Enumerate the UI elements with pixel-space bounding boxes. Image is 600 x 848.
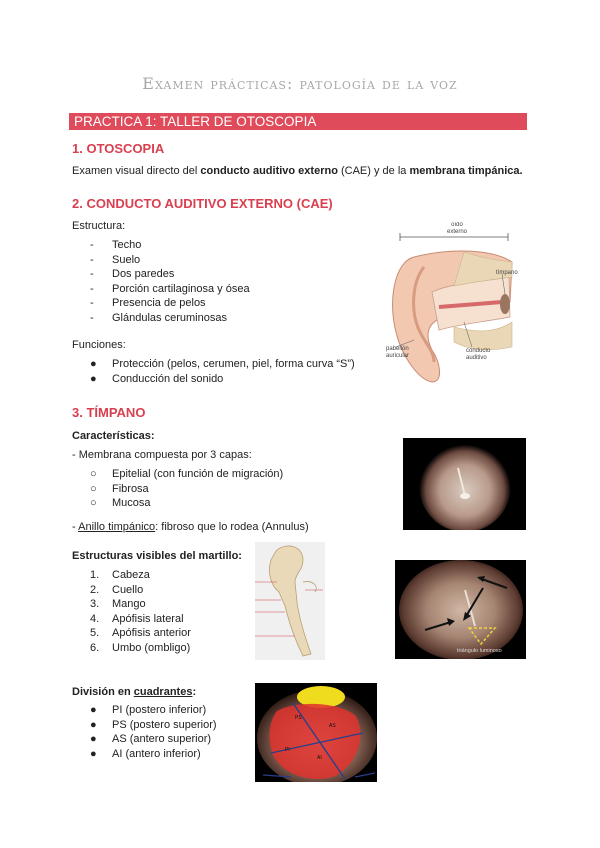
list-item: - Glándulas ceruminosas bbox=[90, 311, 227, 324]
list-item: ○ Mucosa bbox=[90, 497, 151, 510]
section-2-heading: 2. CONDUCTO AUDITIVO EXTERNO (CAE) bbox=[72, 196, 333, 211]
list-item: - Techo bbox=[90, 239, 142, 251]
list-item: ● AI (antero inferior) bbox=[90, 747, 201, 760]
ear-label-bottom-left: pabellón auricular bbox=[386, 346, 410, 359]
list-item: ● Conducción del sonido bbox=[90, 372, 224, 385]
ear-label-top: oído externo bbox=[446, 222, 467, 235]
division-prefix: División en bbox=[72, 686, 134, 698]
funciones-label: Funciones: bbox=[72, 339, 126, 351]
martillo-list bbox=[90, 568, 191, 656]
list-item: ● PI (postero inferior) bbox=[90, 704, 207, 716]
division-label bbox=[72, 685, 196, 699]
capas-list bbox=[90, 467, 283, 511]
martillo-label: Estructuras visibles del martillo: bbox=[72, 550, 242, 562]
anillo-term: Anillo timpánico bbox=[78, 521, 156, 533]
otoscope-caption: triángulo luminoso bbox=[457, 648, 502, 654]
funciones-list bbox=[90, 357, 355, 386]
list-item: 4. Apófisis lateral bbox=[90, 612, 184, 625]
ear-label-right: tímpano bbox=[496, 270, 518, 276]
list-item: - Porción cartilaginosa y ósea bbox=[90, 282, 250, 295]
list-item: ● PS (postero superior) bbox=[90, 718, 217, 731]
list-item: 1. Cabeza bbox=[90, 569, 150, 581]
division-term: cuadrantes bbox=[133, 686, 193, 698]
ear-label-bottom-right: conducto auditivo bbox=[466, 348, 491, 361]
list-item: 2. Cuello bbox=[90, 583, 144, 596]
quadrant-diagram bbox=[255, 683, 377, 782]
list-item: 5. Apófisis anterior bbox=[90, 627, 191, 640]
division-suffix: : bbox=[192, 686, 197, 698]
list-item: 3. Mango bbox=[90, 598, 146, 611]
anillo-prefix: - bbox=[72, 521, 79, 533]
estructura-label: Estructura: bbox=[72, 220, 126, 232]
definition-text-2: (CAE) y de la bbox=[337, 165, 410, 177]
quadrant-label-pi: PI bbox=[285, 747, 290, 753]
list-item: ● AS (antero superior) bbox=[90, 733, 212, 746]
membrana-line: - Membrana compuesta por 3 capas: bbox=[72, 449, 252, 461]
caracteristicas-label: Características: bbox=[72, 430, 155, 442]
section-1-heading: 1. OTOSCOPIA bbox=[72, 141, 165, 156]
practice-banner: PRACTICA 1: TALLER DE OTOSCOPIA bbox=[69, 113, 527, 130]
anillo-suffix: : fibroso que lo rodea (Annulus) bbox=[155, 521, 309, 533]
quadrant-label-ps: PS bbox=[295, 715, 302, 721]
list-item: - Presencia de pelos bbox=[90, 297, 206, 310]
ear-anatomy-illustration bbox=[384, 222, 527, 387]
list-item: 6. Umbo (ombligo) bbox=[90, 641, 191, 654]
definition-bold-2: membrana timpánica. bbox=[409, 165, 523, 177]
document-title: Examen prácticas: patología de la voz bbox=[142, 74, 458, 93]
section-3-heading: 3. TÍMPANO bbox=[72, 405, 146, 420]
quadrant-label-as: AS bbox=[329, 723, 336, 729]
list-item: - Suelo bbox=[90, 253, 141, 266]
tympanum-photo bbox=[403, 438, 526, 530]
tympanum-annotated-photo bbox=[395, 560, 526, 659]
list-item: ○ Fibrosa bbox=[90, 482, 149, 495]
anillo-line bbox=[72, 520, 309, 534]
list-item: ○ Epitelial (con función de migración) bbox=[90, 468, 284, 480]
list-item: ● Protección (pelos, cerumen, piel, forma curva “S”) bbox=[90, 358, 355, 370]
estructura-list bbox=[90, 238, 250, 326]
malleus-illustration bbox=[255, 542, 325, 660]
definition-bold-1: conducto auditivo externo bbox=[200, 165, 338, 177]
list-item: - Dos paredes bbox=[90, 268, 175, 281]
quadrant-label-ai: AI bbox=[317, 755, 322, 761]
definition-text-1: Examen visual directo del bbox=[72, 165, 201, 177]
otoscopia-definition bbox=[72, 164, 523, 178]
cuadrantes-list bbox=[90, 703, 217, 761]
